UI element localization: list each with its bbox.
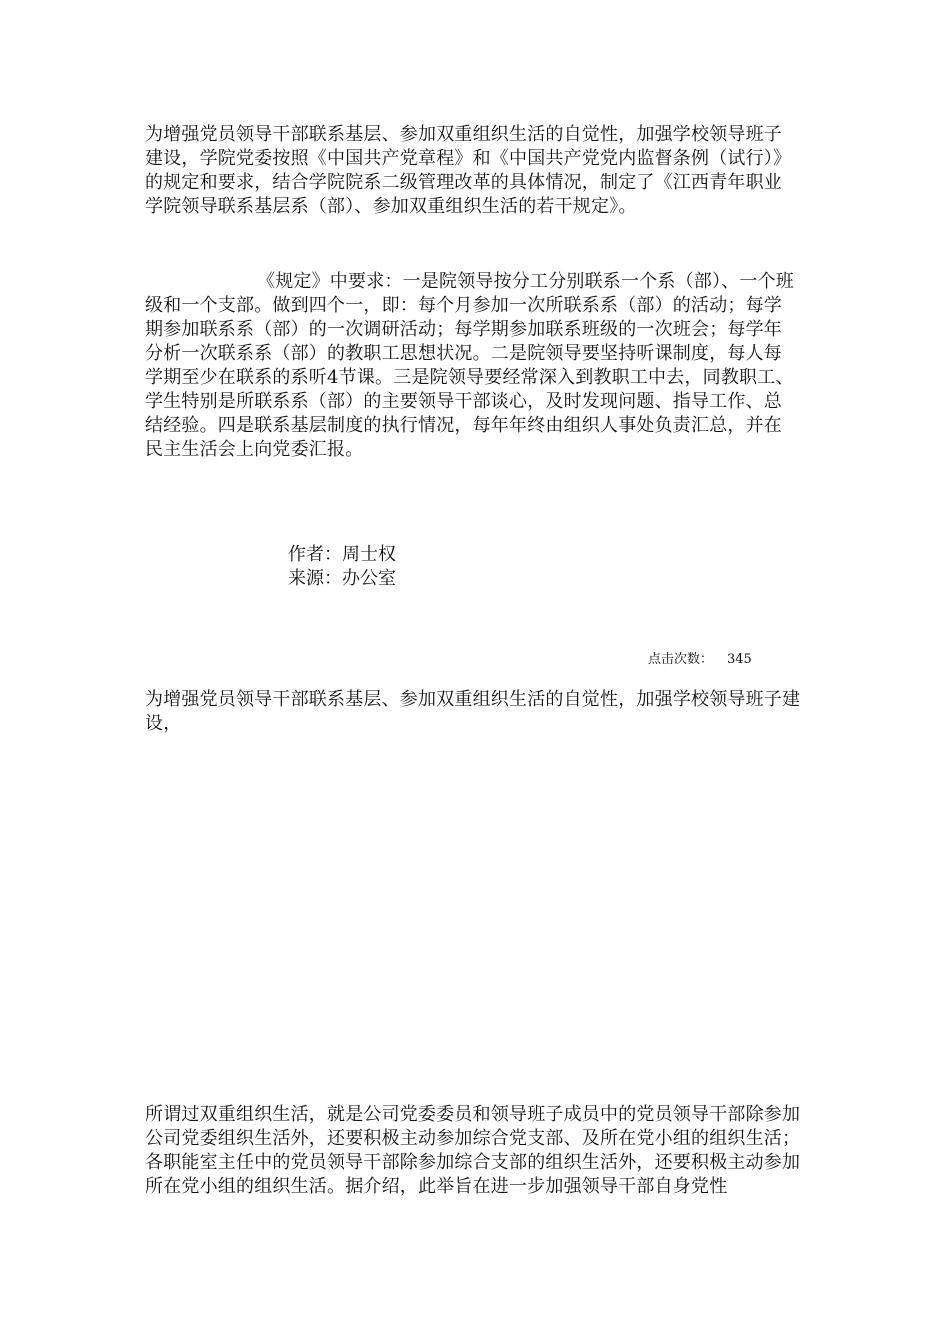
source-line: 来源：办公室 <box>288 568 396 589</box>
click-counter <box>648 651 752 669</box>
click-count: 345 <box>727 652 752 667</box>
summary-paragraph: 为增强党员领导干部联系基层、参加双重组织生活的自觉性，加强学校领导班子建设， <box>145 689 801 734</box>
intro-paragraph: 为增强党员领导干部联系基层、参加双重组织生活的自觉性，加强学校领导班子建设，学院党委按照《中国共产党章程》和《中国共产党党内监督条例（试行）》的规定和要求，结合学院院系二级管理改革的具体情况，制定了《江西青年职业学院领导联系基层系（部）、参加双重组织生活的若干规定》。 <box>145 124 792 217</box>
click-label: 点击次数： <box>648 652 714 667</box>
rules-paragraph <box>145 270 800 462</box>
author-line: 作者：周士权 <box>288 544 396 565</box>
definition-paragraph: 所谓过双重组织生活，就是公司党委委员和领导班子成员中的党员领导干部除参加公司党委组织生活外，还要积极主动参加综合党支部、及所在党小组的组织生活；各职能室主任中的党员领导干部除参加综合支部的组织生活外，还要积极主动参加所在党小组的组织生活。据介绍，此举旨在进一步加强领导干部自身党性 <box>145 1104 801 1197</box>
rules-text: 《规定》中要求：一是院领导按分工分别联系一个系（部）、一个班级和一个支部。做到四个一，即：每个月参加一次所联系系（部）的活动；每学期参加联系系（部）的一次调研活动；每学期参加联系班级的一次班会；每学年分析一次联系系（部）的教职工思想状况。二是院领导要坚持听课制度，每人每学期至少在联系的系听4节课。三是院领导要经常深入到教职工中去，同教职工、学生特别是所联系系（部）的主要领导干部谈心，及时发现问题、指导工作、总结经验。四是联系基层制度的执行情况，每年年终由组织人事处负责汇总，并在民主生活会上向党委汇报。 <box>145 271 794 460</box>
